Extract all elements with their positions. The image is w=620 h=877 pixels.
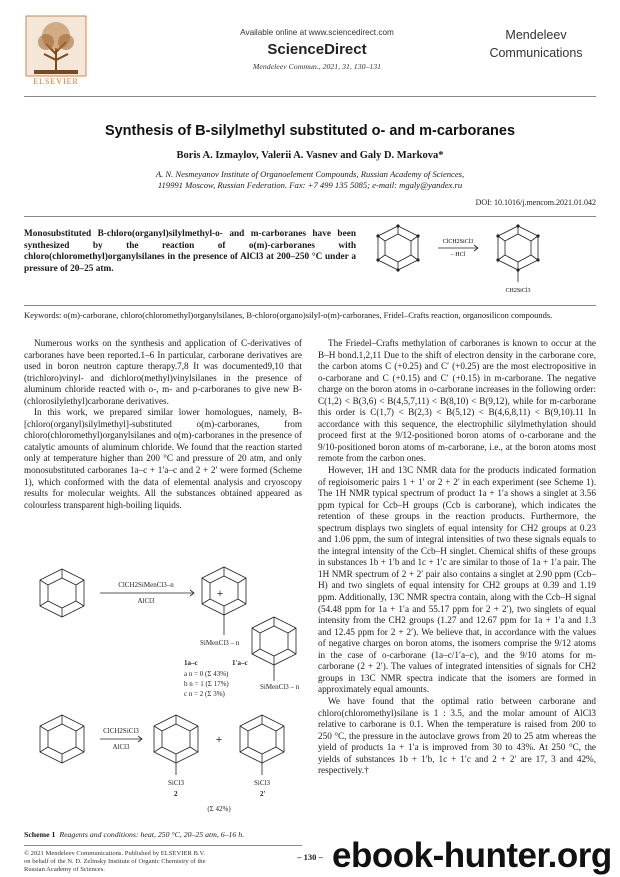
header-rule: [24, 96, 596, 97]
scheme-variant-c: c n = 2 (Σ 3%): [184, 690, 225, 698]
right-column-text: [318, 338, 596, 777]
scheme-substituent-1: SiMenCl3 – n: [200, 639, 240, 647]
journal-name-line1: Mendeleev: [505, 28, 567, 42]
right-paragraph-1: The Friedel–Crafts methylation of carboranes is known to occur at the B–H bond.1,2,11 Due to the shift of electron density in the carborane core, the carbon atoms C (+0.25) and C′ (+0.25) are the most electropositive in o-carborane and C (+0.15) and C′ (+0.15) in m-carborane. The negative charge on the boron atoms in o-carborane increases in the following order: C(1,2) < B(3,6) < B(4,5,7,11) < B(8,10) < B(9,12), while for m-carborane this order is C(1,7) < B(2,3) < B(5,12) < B(4,6,8,11) < B(9,10).11 In accordance with this sequence, the electrophilic silylmethylation should proceed first at the 9/12-positioned boron atoms of o-carborane and the 9/10-positioned boron atoms of m-carborane, i.e., at the boron atoms most remote from the carbon ones.: [318, 338, 596, 464]
scheme-catalyst-top: AlCl3: [137, 597, 155, 605]
left-column-text: [24, 338, 302, 511]
scheme-yield-2: (Σ 42%): [207, 805, 231, 813]
scheme-caption-label: Scheme 1: [24, 830, 56, 839]
abstract-bottom-rule: [24, 305, 596, 306]
svg-text:+: +: [216, 586, 224, 600]
abstract-top-rule: [24, 216, 596, 217]
scheme-label-1p: 1′a–c: [232, 659, 248, 667]
keywords: Keywords: o(m)-carborane, chloro(chloromethyl)organylsilanes, B-chloro(organo)silyl-o(m)-carboranes, Fridel–Crafts reaction, organosilicon compounds.: [24, 310, 553, 320]
scheme-caption-text: Reagents and conditions: heat, 250 °C, 20–25 atm, 6–16 h.: [59, 830, 245, 839]
scheme-substituent-2p: SiCl3: [254, 779, 270, 787]
watermark-text: ebook-hunter.org: [332, 836, 612, 875]
scheme-variant-b: b n = 1 (Σ 17%): [184, 680, 229, 688]
scheme-substituent-1p: SiMenCl3 – n: [260, 683, 300, 691]
scheme-label-2p: 2′: [260, 790, 266, 798]
right-paragraph-2: However, 1H and 13C NMR data for the products indicated formation of regioisomeric pairs 1 + 1′ or 2 + 2′ in each experiment (see Scheme 1). The 1H NMR typical spectrum of product 1a + 1′a shows a singlet at 3.56 ppm typical for Ccb–H groups (Ccb is carborane), which indicates the retention of these groups in the reaction products. Furthermore, the spectrum displays two singlets of equal intensity for CH2 groups at 0.23 and 1.06 ppm, the sum of integral intensities of two these signals equals to the integral intensity of the Ccb–H singlet. Chemical shifts of these groups in substances 1b + 1′b and 1c + 1′c are similar to those of 1a + 1′a pair. The 1H NMR spectrum of 2 + 2′ pair also contains a singlet at 2.90 ppm (Ccb–H) and two singlets of equal intensity for CH2 groups at 0.39 and 1.19 ppm. Additionally, 13C NMR spectra contain, along with the Ccb–H signal (54.48 ppm for 1a + 1′a and 55.17 ppm for 2 + 2′), two singlets of equal intensity from the CH2 groups (1.27 and 12.67 ppm for 1a + 1′a and 1.3 and 12.45 ppm for 2 + 2′). We believe that, in accordance with the values of negative charges on boron atoms, the isomers comprise the 9/12 atoms in the case of o-carborane (1a–c/1′a–c), and the 9/10 atoms for m-carborane (2 + 2′). The values of integrated intensities of signals for CH2 groups in 13C NMR spectra indicate that the isomers are formed in approximately equal amounts.: [318, 465, 596, 695]
elsevier-tree-logo: [24, 14, 88, 86]
publisher-logo-text: ELSEVIER: [33, 77, 79, 86]
left-paragraph-2: In this work, we prepared similar lower homologues, namely, B-[chloro(organyl)silylmethyl]-substituted o(m)-carboranes, from chloro(chloromethyl)organylsilanes and o(m)-carboranes in the presence of catalytic amounts of aluminum chloride. We found that the reaction started only at temperature higher than 200 °C and pressure of 20 atm, and only monosubstituted carboranes 1a–c + 1′a–c and 2 + 2′ were formed (Scheme 1), which conformed with the data of elemental analysis and cryoscopy results for molecular weights. All the substances obtained appeared as colourless transparent high-boiling liquids.: [24, 407, 302, 510]
journal-citation: Mendeleev Commun., 2021, 31, 130–131: [252, 62, 382, 71]
scheme-variant-a: a n = 0 (Σ 43%): [184, 670, 229, 678]
left-paragraph-1: Numerous works on the synthesis and application of C-derivatives of carboranes have been reported.1–6 In particular, carborane derivatives are used in boron neutron capture therapy.7,8 It was documented9,10 that (trichloro)vinyl- and dichloro(methyl)vinylsilanes in the presence of aluminum chloride reacted with o-, m- and p-carboranes to give new B-(chlorosilylethyl)carborane derivatives.: [24, 338, 302, 406]
scheme-caption: [24, 830, 302, 839]
article-authors: Boris A. Izmaylov, Valerii A. Vasnev and Galy D. Markova*: [176, 150, 444, 161]
scheme-1-diagram: [24, 555, 302, 825]
footer-rule: [24, 845, 302, 846]
copyright-line1: © 2021 Mendeleev Communications. Published by ELSEVIER B.V.: [24, 850, 206, 857]
affiliation-line2: 119991 Moscow, Russian Federation. Fax: +7 499 135 5085; e-mail: mgaly@yandex.ru: [157, 180, 463, 190]
copyright-line3: Russian Academy of Sciences.: [24, 866, 105, 873]
sciencedirect-brand: ScienceDirect: [267, 41, 367, 58]
graphical-abstract: [368, 222, 588, 302]
affiliation: [60, 169, 560, 191]
journal-name-line2: Communications: [489, 46, 583, 60]
page-number: – 130 –: [297, 852, 323, 862]
abstract-text: Monosubstituted B-chloro(organyl)silylmethyl-o- and m-carboranes have been synthesized by the reaction of o(m)-carboranes with chloro(chloromethyl)organylsilanes in the presence of AlCl3 at 200–250 °C under a pressure of 20–25 atm.: [24, 229, 356, 274]
ga-product-group: CH2SiCl3: [505, 288, 531, 294]
ga-reagent: ClCH2SiCl3: [442, 239, 474, 245]
scheme-label-2: 2: [174, 790, 178, 798]
ga-byproduct: – HCl: [450, 252, 466, 258]
article-title: Synthesis of B-silylmethyl substituted o- and m-carboranes: [104, 123, 516, 139]
svg-text:+: +: [215, 732, 223, 746]
scheme-catalyst-bottom: AlCl3: [112, 743, 130, 751]
copyright-footer: [24, 850, 302, 874]
copyright-line2: on behalf of the N. D. Zelinsky Institute of Organic Chemistry of the: [24, 858, 206, 865]
journal-name: [477, 26, 595, 62]
scheme-reagent-bottom: ClCH2SiCl3: [103, 727, 139, 735]
scheme-label-1: 1a–c: [184, 659, 198, 667]
doi: DOI: 10.1016/j.mencom.2021.01.042: [475, 198, 596, 207]
right-paragraph-3: We have found that the optimal ratio between carborane and chloro(chloromethyl)silane is 1 : 3.5, and the molar amount of AlCl3 relative to carborane is 0.1. When the temperature is raised from 200 to 250 °C, the pressure in the autoclave grows from 20 to 25 atm whereas the yield of products 1a + 1′a is improved from 30 to 43%. At 250 °C, the yields of substances 1b + 1′b, 1c + 1′c and 2 + 2′ are 17, 3 and 42%, respectively.†: [318, 695, 596, 776]
scheme-substituent-2: SiCl3: [168, 779, 184, 787]
affiliation-line1: A. N. Nesmeyanov Institute of Organoelement Compounds, Russian Academy of Sciences,: [155, 169, 465, 179]
scheme-reagent-top: ClCH2SiMenCl3–n: [118, 581, 174, 589]
available-online-line: Available online at www.sciencedirect.com: [240, 28, 394, 37]
